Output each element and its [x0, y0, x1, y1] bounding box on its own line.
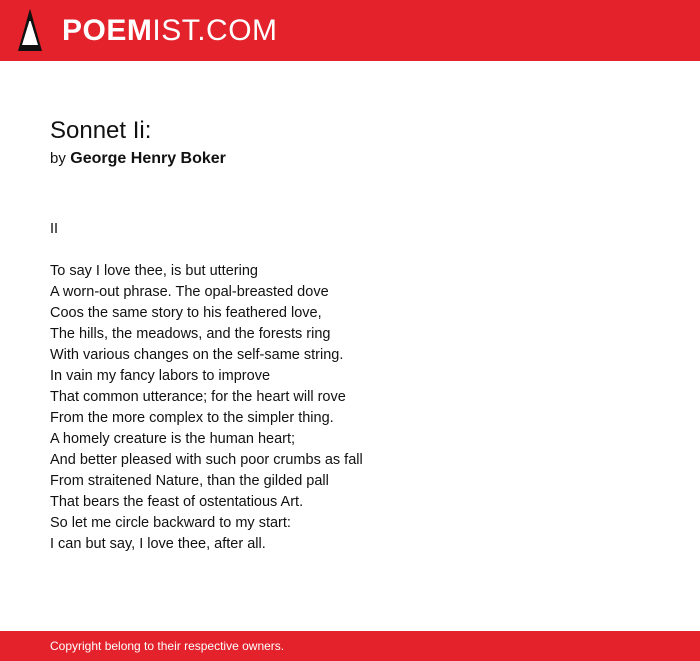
poem-line: To say I love thee, is but uttering	[50, 263, 258, 279]
poem-line: I can but say, I love thee, after all.	[50, 536, 266, 552]
poem-line: So let me circle backward to my start:	[50, 515, 291, 531]
by-label: by	[50, 150, 66, 167]
poem-line: From the more complex to the simpler thing.	[50, 410, 334, 426]
site-header	[0, 0, 700, 61]
logo-text-light: IST.COM	[152, 14, 278, 47]
author-name: George Henry Boker	[70, 150, 226, 167]
logo-text-bold: POEM	[62, 14, 153, 47]
site-logo[interactable]	[62, 13, 278, 49]
poem-line: And better pleased with such poor crumbs as fall	[50, 452, 363, 468]
poem-line: That bears the feast of ostentatious Art.	[50, 494, 304, 510]
poem-line: In vain my fancy labors to improve	[50, 368, 271, 384]
poem-line: With various changes on the self-same string.	[50, 347, 344, 363]
poem-line: From straitened Nature, than the gilded pall	[50, 473, 329, 489]
site-footer	[0, 631, 700, 661]
poem-section-number: II	[50, 221, 59, 237]
poem-body	[50, 219, 670, 555]
poem-line: Coos the same story to his feathered love,	[50, 305, 322, 321]
poem-line: A worn-out phrase. The opal-breasted dove	[50, 284, 329, 300]
poem-header	[50, 116, 670, 170]
stanza-gap	[50, 240, 670, 261]
poem-line: A homely creature is the human heart;	[50, 431, 296, 447]
page-title: Sonnet Ii:	[50, 117, 152, 144]
poem-line: That common utterance; for the heart will rove	[50, 389, 346, 405]
poem-line: The hills, the meadows, and the forests ring	[50, 326, 331, 342]
pen-nib-icon[interactable]	[18, 9, 42, 51]
copyright-text: Copyright belong to their respective owners.	[50, 639, 285, 653]
byline	[50, 148, 670, 170]
